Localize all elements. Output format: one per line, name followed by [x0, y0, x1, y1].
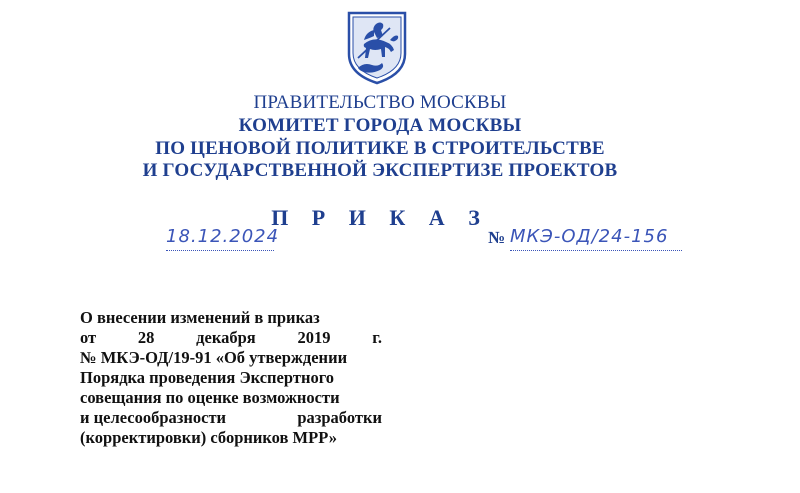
number-underline — [510, 250, 682, 251]
subject-word: и целесообразности — [80, 408, 227, 427]
order-date-field — [166, 226, 280, 254]
order-date: 18.12.2024 — [166, 226, 280, 247]
order-number-field — [488, 226, 698, 254]
committee-name-line-1: КОМИТЕТ ГОРОДА МОСКВЫ — [238, 115, 522, 136]
subject-line-2 — [80, 328, 382, 348]
moscow-coat-of-arms-icon — [346, 10, 408, 86]
subject-word: г. — [372, 328, 382, 347]
committee-name-line-3: И ГОСУДАРСТВЕННОЙ ЭКСПЕРТИЗЕ ПРОЕКТОВ — [142, 160, 618, 181]
committee-name-line-2: ПО ЦЕНОВОЙ ПОЛИТИКЕ В СТРОИТЕЛЬСТВЕ — [155, 138, 605, 159]
subject-line-5: совещания по оценке возможности — [80, 388, 340, 407]
subject-word: декабря — [196, 328, 256, 347]
subject-line-4: Порядка проведения Экспертного — [80, 368, 335, 387]
subject-line-3: № МКЭ-ОД/19-91 «Об утверждении — [80, 348, 348, 367]
government-name: ПРАВИТЕЛЬСТВО МОСКВЫ — [253, 92, 507, 113]
number-sign: № — [488, 228, 506, 247]
date-underline — [166, 250, 274, 251]
subject-word: 2019 — [297, 328, 331, 347]
subject-line-1: О внесении изменений в приказ — [80, 308, 320, 327]
subject-line-6 — [80, 408, 382, 428]
subject-line-7: (корректировки) сборников МРР» — [80, 428, 337, 447]
subject-word: 28 — [137, 328, 155, 347]
document-type-title: П Р И К А З — [271, 205, 489, 230]
order-subject — [80, 308, 382, 448]
order-number: МКЭ-ОД/24-156 — [510, 226, 669, 247]
subject-word: разработки — [297, 408, 382, 427]
subject-word: от — [80, 328, 97, 347]
